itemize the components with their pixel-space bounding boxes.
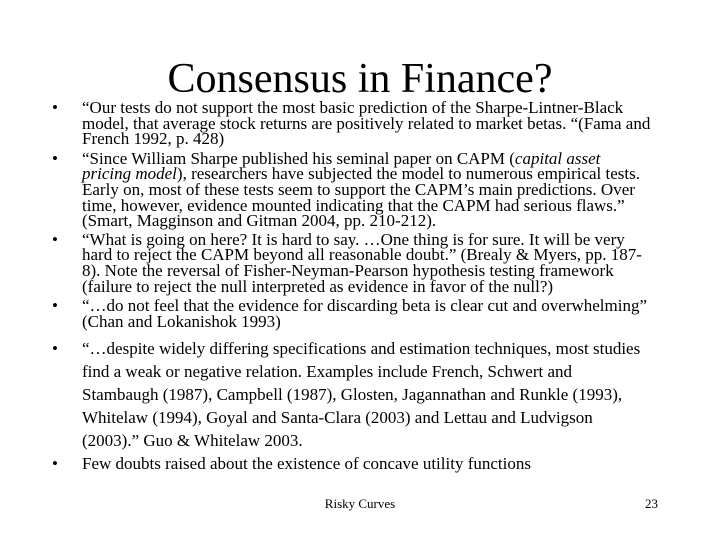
italic-term: capital asset pricing model — [82, 148, 601, 184]
bullet-text: “What is going on here? It is hard to say. …One thing is for sure. It will be very hard to reject the CAPM beyond all reasonable doubt.” (Brealy & Myers, pp. 187-8). Note the reversal of Fisher-Neyman-Pearson hypothesis testing framework (failure to reject the null interpreted as evidence in favor of the null?) — [82, 229, 642, 296]
bullet-item — [52, 452, 652, 475]
bullet-item — [52, 229, 652, 296]
bullet-text: “…despite widely differing specifications and estimation techniques, most studies find a weak or negative relation. Examples include French, Schwert and Stambaugh (1987), Campbell (1987), Glosten, Jagannathan and Runkle (1993), Whitelaw (1994), Goyal and Santa-Clara (2003) and Lettau and Ludvigson (2003).” Guo & Whitelaw 2003. — [82, 339, 641, 451]
bullet-list — [52, 100, 652, 475]
bullet-item — [52, 298, 652, 329]
bullet-dot: • — [52, 454, 58, 474]
bullet-item — [52, 337, 652, 452]
bullet-text: “…do not feel that the evidence for discarding beta is clear cut and overwhelming” (Chan and Lokanishok 1993) — [82, 296, 648, 331]
bullet-dot: • — [52, 339, 58, 359]
bullet-item — [52, 148, 652, 231]
slide-title: Consensus in Finance? — [167, 56, 553, 102]
bullet-text: Few doubts raised about the existence of concave utility functions — [82, 454, 531, 474]
bullet-text: “Since William Sharpe published his seminal paper on CAPM (capital asset pricing model), researchers have subjected the model to numerous empirical tests. Early on, most of these tests seem to support the CAPM’s main predictions. Over time, however, evidence mounted indicating that the CAPM had serious flaws.” (Smart, Magginson and Gitman 2004, pp. 210-212). — [82, 148, 640, 231]
bullet-dot: • — [52, 296, 58, 316]
bullet-dot: • — [52, 229, 58, 249]
bullet-item — [52, 100, 652, 147]
bullet-dot: • — [52, 148, 58, 168]
footer-title: Risky Curves — [324, 496, 396, 511]
bullet-text: “Our tests do not support the most basic prediction of the Sharpe-Lintner-Black model, that average stock returns are positively related to market betas. “(Fama and French 1992, p. 428) — [82, 98, 651, 149]
bullet-dot: • — [52, 98, 58, 117]
page-number: 23 — [645, 496, 658, 511]
